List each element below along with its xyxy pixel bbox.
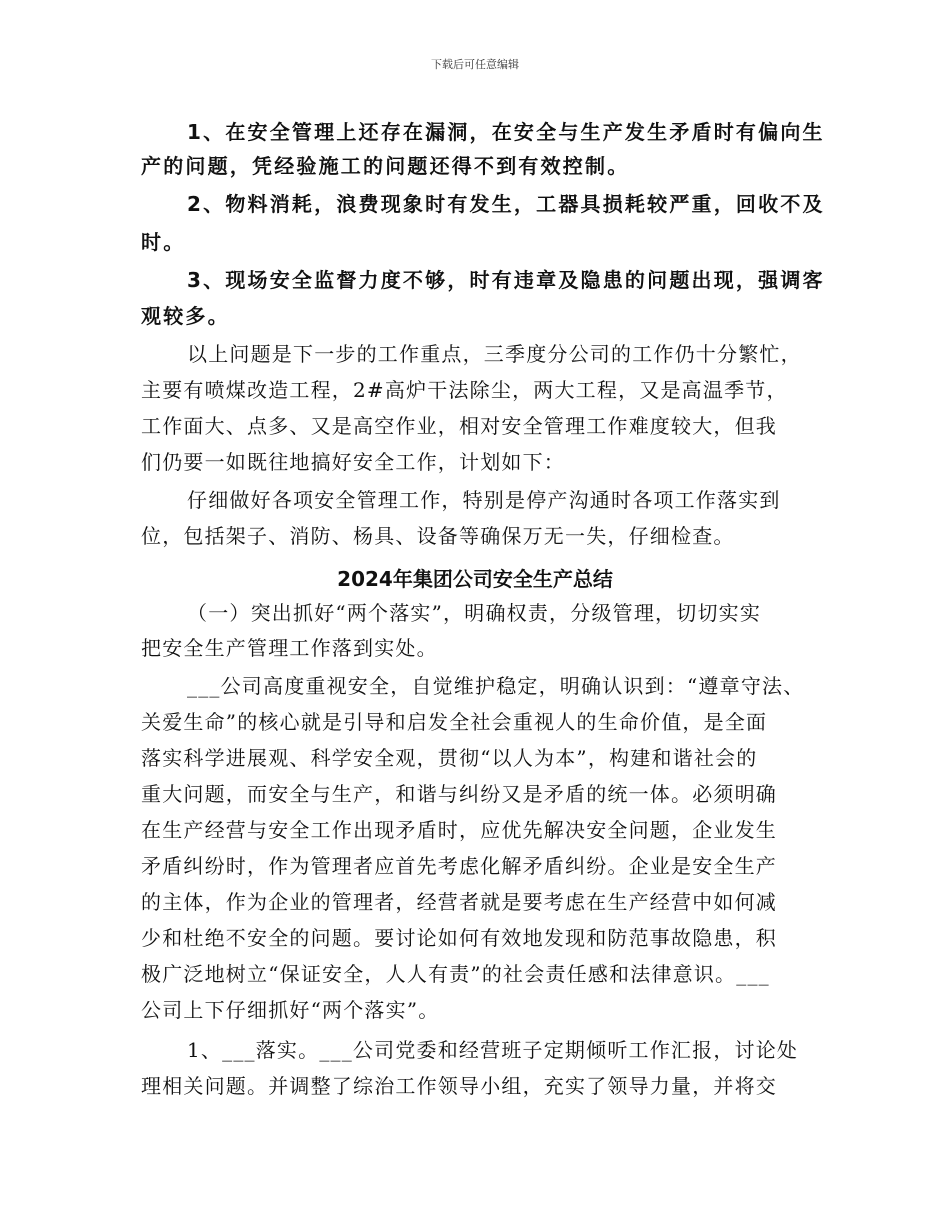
paragraph-line: 观较多。 xyxy=(141,304,230,328)
paragraph-line: 时。 xyxy=(141,230,186,254)
paragraph-line: 主要有喷煤改造工程，2#高炉干法除尘，两大工程，又是高温季节， xyxy=(141,378,788,402)
paragraph-line: ___公司高度重视安全，自觉维护稳定，明确认识到：“遵章守法、 xyxy=(187,674,805,698)
paragraph-line: 3、现场安全监督力度不够，时有违章及隐患的问题出现，强调客 xyxy=(187,268,825,292)
section-title: 2024年集团公司安全生产总结 xyxy=(337,567,613,591)
paragraph-line: 公司上下仔细抓好“两个落实”。 xyxy=(141,998,440,1022)
paragraph-line: 的主体，作为企业的管理者，经营者就是要考虑在生产经营中如何减 xyxy=(141,890,777,914)
paragraph-line: 以上问题是下一步的工作重点，三季度分公司的工作仍十分繁忙， xyxy=(187,342,802,366)
paragraph-line: 理相关问题。并调整了综治工作领导小组，充实了领导力量，并将交 xyxy=(141,1074,777,1098)
paragraph-line: 少和杜绝不安全的问题。要讨论如何有效地发现和防范事故隐患，积 xyxy=(141,926,777,950)
page-header: 下载后可任意编辑 xyxy=(431,58,519,71)
paragraph-line: 把安全生产管理工作落到实处。 xyxy=(141,636,438,660)
paragraph-line: 们仍要一如既往地搞好安全工作，计划如下： xyxy=(141,450,565,474)
paragraph-line: （一）突出抓好“两个落实”，明确权责，分级管理，切切实实 xyxy=(187,601,762,625)
paragraph-line: 落实科学进展观、科学安全观，贯彻“以人为本”，构建和谐社会的 xyxy=(141,746,758,770)
paragraph-line: 产的问题，凭经验施工的问题还得不到有效控制。 xyxy=(141,154,630,178)
paragraph-line: 工作面大、点多、又是高空作业，相对安全管理工作难度较大，但我 xyxy=(141,414,777,438)
paragraph-line: 1、___落实。___公司党委和经营班子定期倾听工作汇报，讨论处 xyxy=(187,1038,799,1062)
paragraph-line: 2、物料消耗，浪费现象时有发生，工器具损耗较严重，回收不及 xyxy=(187,192,825,216)
paragraph-line: 重大问题，而安全与生产，和谐与纠纷又是矛盾的统一体。必须明确 xyxy=(141,782,777,806)
paragraph-line: 1、在安全管理上还存在漏洞，在安全与生产发生矛盾时有偏向生 xyxy=(187,120,825,144)
paragraph-line: 极广泛地树立“保证安全，人人有责”的社会责任感和法律意识。___ xyxy=(141,962,770,986)
paragraph-line: 位，包括架子、消防、杨具、设备等确保万无一失，仔细检查。 xyxy=(141,524,735,548)
paragraph-line: 矛盾纠纷时，作为管理者应首先考虑化解矛盾纠纷。企业是安全生产 xyxy=(141,854,777,878)
paragraph-line: 在生产经营与安全工作出现矛盾时，应优先解决安全问题，企业发生 xyxy=(141,818,777,842)
paragraph-line: 仔细做好各项安全管理工作，特别是停产沟通时各项工作落实到 xyxy=(187,488,781,512)
paragraph-line: 关爱生命”的核心就是引导和启发全社会重视人的生命价值，是全面 xyxy=(141,710,768,734)
